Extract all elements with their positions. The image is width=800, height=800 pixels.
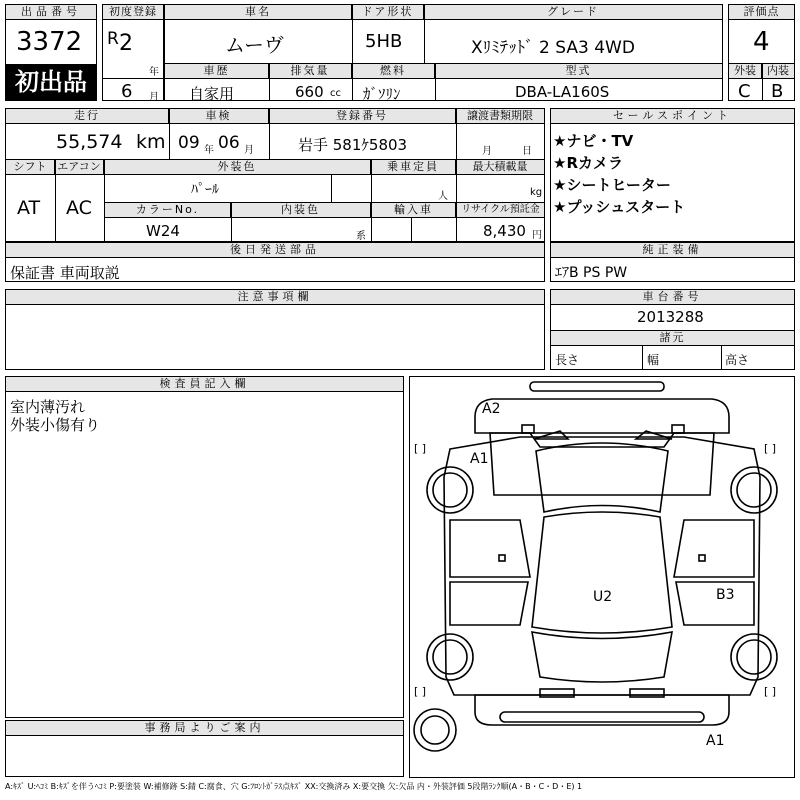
chassis-value: 2013288 <box>637 308 704 326</box>
damage-code-u2: U2 <box>593 589 613 605</box>
front-right-wheel <box>731 467 777 513</box>
later-parts-value: 保証書 車両取説 <box>10 264 120 282</box>
exterior-color-header: 外装色 <box>104 160 371 175</box>
damage-legend: A:ｷｽﾞ U:ﾍｺﾐ B:ｷｽﾞを伴うﾍｺﾐ P:要塗装 W:補修跡 S:錆 C:腐食、穴 G:ﾌﾛﾝﾄｶﾞﾗｽ点ｷｽﾞ XX:交換済み X:要交換 欠:欠品 内・外装評価 5段階ﾗﾝｸ順(A・B・C・D・E) 1 <box>5 782 583 791</box>
int-score-header: 内装 <box>762 64 794 79</box>
chassis-header: 車台番号 <box>551 290 794 305</box>
bracket-marker: [ ] <box>764 685 777 698</box>
equipment-value: ｴｱB PS PW <box>555 265 628 281</box>
history-header: 車歴 <box>165 64 269 79</box>
transfer-day-unit: 日 <box>522 146 532 157</box>
door-header: ドア形状 <box>352 5 424 20</box>
car-name-header: 車名 <box>165 5 352 20</box>
shift-value: AT <box>17 197 41 219</box>
sales-points-header: セールスポイント <box>551 109 794 124</box>
ext-score-value: C <box>738 81 751 102</box>
displacement-unit: cc <box>330 88 341 99</box>
bracket-marker: [ ] <box>414 442 427 455</box>
damage-code-a2: A2 <box>482 401 501 417</box>
fuel-value: ｶﾞｿﾘﾝ <box>363 85 401 103</box>
inspection-month: 06 <box>218 133 240 153</box>
lot-header: 出品番号 <box>6 5 96 20</box>
right-front-door <box>674 520 754 577</box>
lot-number: 3372 <box>16 27 83 57</box>
fuel-header: 燃料 <box>352 64 435 79</box>
inspector-line-2: 外装小傷有り <box>10 416 101 434</box>
registration-value: 岩手 581ｹ5803 <box>298 136 408 154</box>
inspection-header: 車検 <box>169 109 269 124</box>
body-outline <box>444 437 760 695</box>
grade-value: Xﾘﾐﾃｯﾄﾞ 2 SA3 4WD <box>471 38 635 58</box>
max-load-header: 最大積載量 <box>456 160 544 175</box>
ac-value: AC <box>66 197 92 219</box>
later-parts-box <box>5 242 545 282</box>
inspection-year: 09 <box>178 133 200 153</box>
car-info-grid <box>164 4 723 101</box>
car-name-value: ムーヴ <box>225 33 284 57</box>
transfer-header: 譲渡書類期限 <box>456 109 544 124</box>
office-header: 事務局よりご案内 <box>6 721 403 736</box>
roof <box>532 512 672 633</box>
front-bumper <box>475 399 729 433</box>
interior-color-unit: 系 <box>356 231 366 242</box>
first-reg-year: 2 <box>119 31 133 56</box>
interior-color-header: 内装色 <box>231 203 371 218</box>
recycle-unit: 円 <box>532 230 542 241</box>
rear-left-wheel <box>427 634 473 680</box>
chassis-box <box>550 289 795 370</box>
damage-code-a1-top: A1 <box>470 451 489 467</box>
exterior-color-value: ﾊﾟｰﾙ <box>191 182 219 198</box>
score-box <box>728 4 795 101</box>
shift-header: シフト <box>6 160 55 175</box>
displacement-value: 660 <box>295 83 324 101</box>
color-no-value: W24 <box>146 222 180 240</box>
front-left-wheel <box>427 467 473 513</box>
car-diagram <box>410 377 794 777</box>
inspection-month-unit: 月 <box>244 145 254 156</box>
car-diagram-box <box>409 376 795 778</box>
rear-bumper-strip <box>500 712 704 722</box>
inspector-line-1: 室内薄汚れ <box>10 398 86 416</box>
spec-grid <box>5 108 545 242</box>
notes-header: 注意事項欄 <box>6 290 544 305</box>
notes-box <box>5 289 545 370</box>
bracket-marker: [ ] <box>414 685 427 698</box>
sales-points-box <box>550 108 795 242</box>
equipment-header: 純正装備 <box>551 243 794 258</box>
score-header: 評価点 <box>729 5 794 20</box>
max-load-unit: kg <box>530 187 543 198</box>
office-box <box>5 720 404 777</box>
dims-length-label: 長さ <box>555 353 580 367</box>
import-header: 輸入車 <box>372 203 456 218</box>
mileage-value: 55,574 <box>56 131 123 153</box>
dims-height-label: 高さ <box>725 353 750 367</box>
sales-point-2: ★Rカメラ <box>553 154 623 172</box>
bracket-marker: [ ] <box>764 442 777 455</box>
inspection-year-unit: 年 <box>204 145 214 156</box>
capacity-unit: 人 <box>438 191 448 202</box>
first-reg-header: 初度登録 <box>103 5 163 20</box>
damage-code-b3: B3 <box>716 587 735 603</box>
damage-code-a1-bottom: A1 <box>706 733 725 749</box>
rear-bumper <box>475 695 729 725</box>
mileage-unit: km <box>136 131 166 153</box>
registration-header: 登録番号 <box>269 109 456 124</box>
right-rear-door <box>676 582 754 625</box>
first-reg-box <box>102 4 164 101</box>
grade-header: グレード <box>424 5 722 20</box>
front-bumper-strip <box>530 382 664 391</box>
first-listing-badge <box>6 64 96 100</box>
capacity-header: 乗車定員 <box>371 160 456 175</box>
inspector-box <box>5 376 404 718</box>
recycle-header: リサイクル預託金 <box>457 203 544 218</box>
model-header: 型式 <box>435 64 722 79</box>
first-reg-year-unit: 年 <box>149 67 159 78</box>
first-listing-label: 初出品 <box>15 68 87 96</box>
rear-right-wheel <box>731 634 777 680</box>
sales-point-1: ★ナビ・TV <box>553 132 634 150</box>
dims-header: 諸元 <box>551 331 794 346</box>
ext-score-header: 外装 <box>729 64 762 79</box>
sales-point-4: ★プッシュスタート <box>553 198 686 216</box>
later-parts-header: 後日発送部品 <box>6 243 544 258</box>
rear-window <box>532 632 672 682</box>
recycle-value: 8,430 <box>483 222 526 240</box>
model-value: DBA-LA160S <box>515 83 610 101</box>
first-reg-month: 6 <box>121 81 133 102</box>
left-front-door <box>450 520 530 577</box>
windshield <box>536 443 668 512</box>
inspector-header: 検査員記入欄 <box>6 377 403 392</box>
door-value: 5HB <box>365 31 403 52</box>
color-no-header: カラーNo. <box>105 203 231 218</box>
score-value: 4 <box>753 27 770 57</box>
first-reg-month-unit: 月 <box>149 92 159 103</box>
history-value: 自家用 <box>189 85 235 103</box>
transfer-month-unit: 月 <box>482 146 492 157</box>
mileage-header: 走行 <box>6 109 169 124</box>
displacement-header: 排気量 <box>269 64 352 79</box>
equipment-box <box>550 242 795 282</box>
first-reg-era: R <box>107 29 119 49</box>
left-rear-door <box>450 582 528 625</box>
int-score-value: B <box>771 81 784 102</box>
lot-box <box>5 4 97 101</box>
ac-header: エアコン <box>55 160 104 175</box>
dims-width-label: 幅 <box>647 353 660 367</box>
sales-point-3: ★シートヒーター <box>553 176 671 194</box>
